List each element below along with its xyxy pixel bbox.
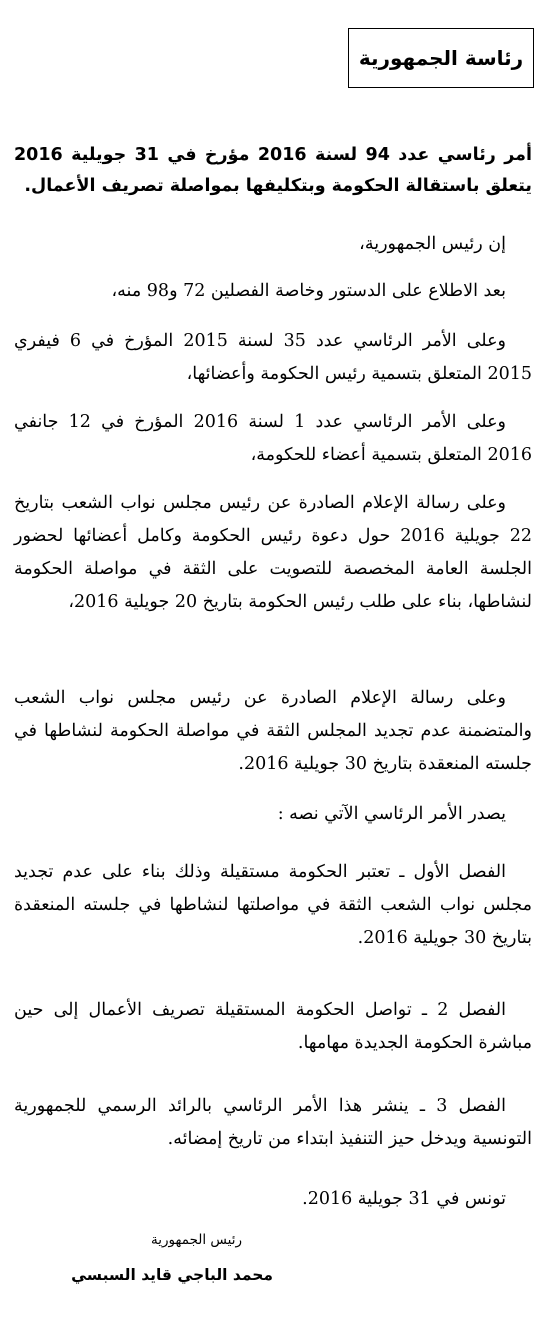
article-1: الفصل الأول ـ تعتبر الحكومة مستقيلة وذلك بناء على عدم تجديد مجلس نواب الشعب الثقة في مواصلتها لنشاطها في جلسته المنعقدة بتاريخ 30 جويلية 2016.	[14, 862, 532, 948]
signature-name: محمد الباجي قايد السبسي	[71, 1266, 273, 1284]
signature-title: رئيس الجمهورية	[151, 1232, 242, 1248]
place-date: تونس في 31 جويلية 2016.	[302, 1189, 506, 1209]
paragraph-decree-1: وعلى الأمر الرئاسي عدد 1 لسنة 2016 المؤرخ في 12 جانفي 2016 المتعلق بتسمية أعضاء للحكومة،	[14, 412, 532, 465]
paragraph-issues: يصدر الأمر الرئاسي الآتي نصه :	[277, 804, 506, 824]
decree-title: أمر رئاسي عدد 94 لسنة 2016 مؤرخ في 31 جويلية 2016 يتعلق باستقالة الحكومة وبتكليفها بمواصلة تصريف الأعمال.	[14, 145, 532, 196]
paragraph-constitution: بعد الاطلاع على الدستور وخاصة الفصلين 72 و98 منه،	[111, 281, 506, 301]
paragraph-preamble: إن رئيس الجمهورية،	[359, 234, 506, 254]
paragraph-decree-35: وعلى الأمر الرئاسي عدد 35 لسنة 2015 المؤرخ في 6 فيفري 2015 المتعلق بتسمية رئيس الحكومة وأعضائها،	[14, 331, 532, 384]
presidency-header-box: رئاسة الجمهورية	[348, 28, 534, 88]
paragraph-letter-1: وعلى رسالة الإعلام الصادرة عن رئيس مجلس نواب الشعب بتاريخ 22 جويلية 2016 حول دعوة رئيس الحكومة وكامل أعضائها لحضور الجلسة العامة المخصصة للتصويت على الثقة في مواصلة الحكومة لنشاطها، بناء على طلب رئيس الحكومة بتاريخ 20 جويلية 2016،	[14, 493, 532, 612]
article-2: الفصل 2 ـ تواصل الحكومة المستقيلة تصريف الأعمال إلى حين مباشرة الحكومة الجديدة مهامها.	[14, 1000, 532, 1053]
article-3: الفصل 3 ـ ينشر هذا الأمر الرئاسي بالرائد الرسمي للجمهورية التونسية ويدخل حيز التنفيذ ابتداء من تاريخ إمضائه.	[14, 1096, 532, 1149]
paragraph-letter-2: وعلى رسالة الإعلام الصادرة عن رئيس مجلس نواب الشعب والمتضمنة عدم تجديد المجلس الثقة في مواصلة الحكومة لنشاطها في جلسته المنعقدة بتاريخ 30 جويلية 2016.	[14, 688, 532, 774]
